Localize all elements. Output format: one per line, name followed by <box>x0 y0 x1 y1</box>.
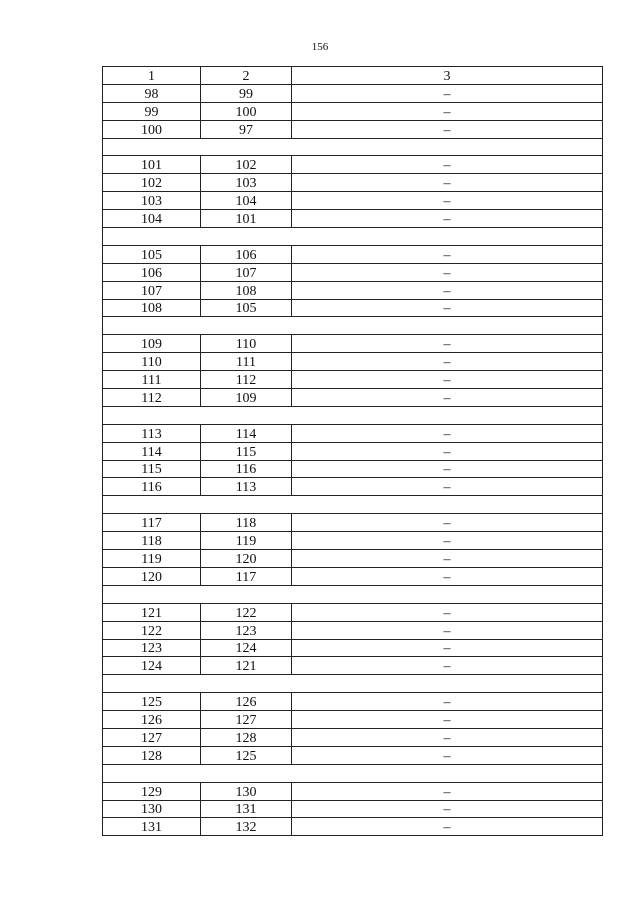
table-cell: 120 <box>201 550 292 568</box>
table-cell: 120 <box>103 567 201 585</box>
table-cell: 99 <box>103 102 201 120</box>
table-cell: 98 <box>103 84 201 102</box>
table-cell: 125 <box>201 746 292 764</box>
table-cell: 104 <box>201 192 292 210</box>
table-cell: – <box>292 711 603 729</box>
table-row <box>103 174 603 192</box>
separator-cell <box>103 317 603 335</box>
table-cell: – <box>292 174 603 192</box>
table-cell: 117 <box>103 514 201 532</box>
table-row <box>103 711 603 729</box>
table-cell: – <box>292 818 603 836</box>
table-cell: 130 <box>103 800 201 818</box>
table-cell: – <box>292 245 603 263</box>
separator-cell <box>103 228 603 246</box>
table-cell: – <box>292 424 603 442</box>
table-cell: – <box>292 389 603 407</box>
column-header: 3 <box>292 67 603 85</box>
table-cell: – <box>292 567 603 585</box>
table-row <box>103 478 603 496</box>
data-table <box>102 66 603 836</box>
table-cell: 117 <box>201 567 292 585</box>
table-cell: 127 <box>103 728 201 746</box>
table-row <box>103 442 603 460</box>
table-cell: 99 <box>201 84 292 102</box>
table-cell: – <box>292 460 603 478</box>
table-row <box>103 281 603 299</box>
table-row <box>103 532 603 550</box>
group-separator-row <box>103 138 603 156</box>
table-cell: 112 <box>201 371 292 389</box>
table-cell: 128 <box>103 746 201 764</box>
separator-cell <box>103 496 603 514</box>
separator-cell <box>103 406 603 424</box>
table-cell: – <box>292 550 603 568</box>
table-cell: 114 <box>201 424 292 442</box>
table-cell: 111 <box>201 353 292 371</box>
table-cell: 107 <box>103 281 201 299</box>
table-cell: 121 <box>103 603 201 621</box>
table-cell: – <box>292 299 603 317</box>
table-cell: 109 <box>201 389 292 407</box>
table-cell: 116 <box>201 460 292 478</box>
group-separator-row <box>103 228 603 246</box>
table-row <box>103 84 603 102</box>
table-row <box>103 460 603 478</box>
table-cell: – <box>292 156 603 174</box>
table-cell: – <box>292 371 603 389</box>
table-cell: 110 <box>103 353 201 371</box>
table-row <box>103 210 603 228</box>
table-cell: – <box>292 514 603 532</box>
table-header-row <box>103 67 603 85</box>
table-cell: 121 <box>201 657 292 675</box>
table-cell: 113 <box>201 478 292 496</box>
table-cell: 101 <box>201 210 292 228</box>
table-cell: 106 <box>103 263 201 281</box>
table-row <box>103 818 603 836</box>
table-cell: 122 <box>201 603 292 621</box>
group-separator-row <box>103 496 603 514</box>
group-separator-row <box>103 406 603 424</box>
table-cell: 116 <box>103 478 201 496</box>
table-row <box>103 746 603 764</box>
table-cell: 100 <box>103 120 201 138</box>
table-cell: 107 <box>201 263 292 281</box>
table-cell: 103 <box>201 174 292 192</box>
group-separator-row <box>103 317 603 335</box>
table-cell: – <box>292 210 603 228</box>
table-row <box>103 728 603 746</box>
table-cell: 125 <box>103 693 201 711</box>
group-separator-row <box>103 764 603 782</box>
table-row <box>103 639 603 657</box>
table-cell: – <box>292 84 603 102</box>
table-cell: 111 <box>103 371 201 389</box>
table-cell: 126 <box>201 693 292 711</box>
table-row <box>103 156 603 174</box>
separator-cell <box>103 675 603 693</box>
table-cell: 104 <box>103 210 201 228</box>
table-row <box>103 389 603 407</box>
table-row <box>103 567 603 585</box>
table-cell: 131 <box>201 800 292 818</box>
table-row <box>103 782 603 800</box>
table-cell: 124 <box>201 639 292 657</box>
column-header: 1 <box>103 67 201 85</box>
table-row <box>103 335 603 353</box>
table-row <box>103 514 603 532</box>
table-cell: – <box>292 102 603 120</box>
table-cell: – <box>292 442 603 460</box>
table-cell: – <box>292 657 603 675</box>
table-cell: 122 <box>103 621 201 639</box>
table-row <box>103 603 603 621</box>
table-cell: – <box>292 639 603 657</box>
table-row <box>103 550 603 568</box>
table-cell: 130 <box>201 782 292 800</box>
table-cell: 126 <box>103 711 201 729</box>
table-cell: – <box>292 532 603 550</box>
table-cell: 115 <box>201 442 292 460</box>
table-body <box>103 67 603 836</box>
table-cell: 114 <box>103 442 201 460</box>
table-cell: 112 <box>103 389 201 407</box>
table-row <box>103 621 603 639</box>
table-cell: – <box>292 621 603 639</box>
table-cell: – <box>292 192 603 210</box>
table-cell: – <box>292 603 603 621</box>
table-cell: 108 <box>201 281 292 299</box>
group-separator-row <box>103 675 603 693</box>
table-cell: 110 <box>201 335 292 353</box>
table-cell: – <box>292 120 603 138</box>
table-cell: 118 <box>103 532 201 550</box>
table-cell: – <box>292 693 603 711</box>
group-separator-row <box>103 585 603 603</box>
table-cell: 103 <box>103 192 201 210</box>
table-row <box>103 371 603 389</box>
table-cell: – <box>292 263 603 281</box>
table-cell: – <box>292 800 603 818</box>
table-row <box>103 245 603 263</box>
table-cell: 108 <box>103 299 201 317</box>
table-row <box>103 693 603 711</box>
table-row <box>103 353 603 371</box>
table-cell: 129 <box>103 782 201 800</box>
separator-cell <box>103 138 603 156</box>
page-number: 156 <box>311 41 329 53</box>
table-cell: 123 <box>103 639 201 657</box>
table-cell: 124 <box>103 657 201 675</box>
table-cell: 100 <box>201 102 292 120</box>
table-cell: 105 <box>201 299 292 317</box>
table-cell: – <box>292 281 603 299</box>
table-cell: – <box>292 335 603 353</box>
table-row <box>103 800 603 818</box>
table-cell: 127 <box>201 711 292 729</box>
table-cell: – <box>292 746 603 764</box>
table-cell: 113 <box>103 424 201 442</box>
table-cell: – <box>292 478 603 496</box>
table-cell: 102 <box>201 156 292 174</box>
table-row <box>103 102 603 120</box>
separator-cell <box>103 585 603 603</box>
table-cell: 115 <box>103 460 201 478</box>
table-cell: 132 <box>201 818 292 836</box>
table-cell: 101 <box>103 156 201 174</box>
table-cell: 118 <box>201 514 292 532</box>
column-header: 2 <box>201 67 292 85</box>
table-cell: 97 <box>201 120 292 138</box>
table-row <box>103 299 603 317</box>
table-row <box>103 657 603 675</box>
table-cell: 131 <box>103 818 201 836</box>
table-cell: 119 <box>103 550 201 568</box>
table-cell: – <box>292 782 603 800</box>
table-row <box>103 263 603 281</box>
table-row <box>103 424 603 442</box>
table-cell: 128 <box>201 728 292 746</box>
table-cell: 119 <box>201 532 292 550</box>
table-cell: – <box>292 353 603 371</box>
table-cell: – <box>292 728 603 746</box>
table-cell: 106 <box>201 245 292 263</box>
table-cell: 109 <box>103 335 201 353</box>
table-cell: 105 <box>103 245 201 263</box>
table-row <box>103 192 603 210</box>
table-cell: 102 <box>103 174 201 192</box>
table-row <box>103 120 603 138</box>
separator-cell <box>103 764 603 782</box>
table-cell: 123 <box>201 621 292 639</box>
